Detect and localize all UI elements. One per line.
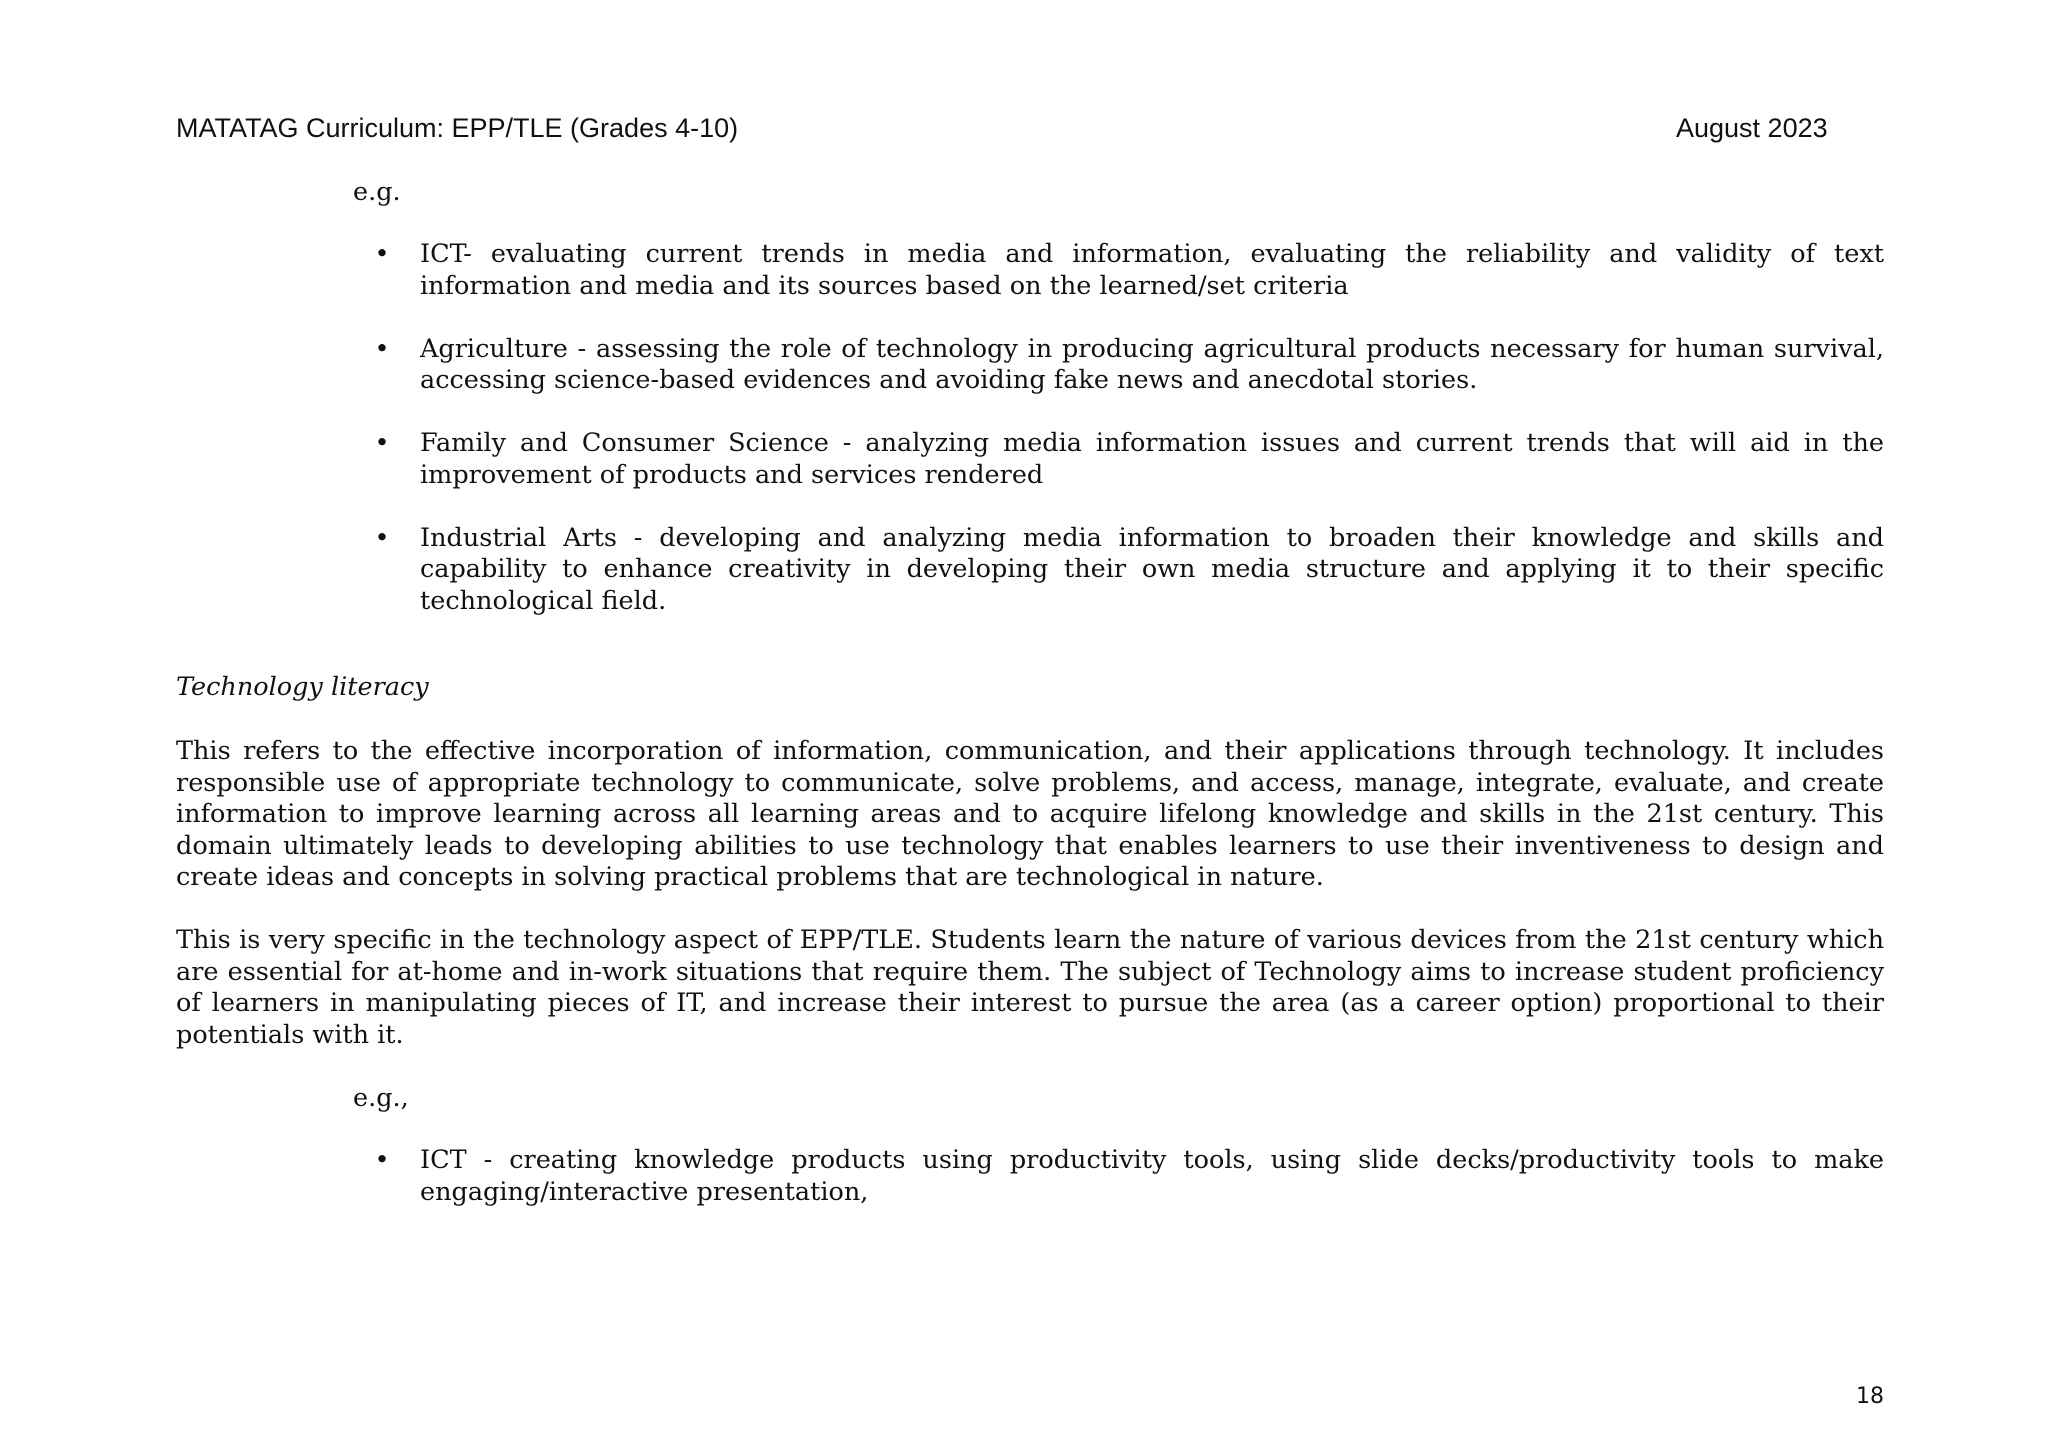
bullet-dot: • — [374, 428, 390, 458]
header-title: MATATAG Curriculum: EPP/TLE (Grades 4-10) — [176, 113, 739, 143]
bullet-text: Family and Consumer Science - analyzing media information issues and current trends that will aid in the improvement of products and services rendered — [420, 428, 1884, 490]
bullet-dot: • — [374, 333, 390, 364]
list-item — [372, 239, 1884, 302]
body-paragraph: This is very specific in the technology aspect of EPP/TLE. Students learn the nature of various devices from the 21st century which are essential for at-home and in-work situations that require them. The subject of Technology aims to increase student proficiency of learners in manipulating pieces of IT, and increase their interest to pursue the area (as a career option) proportional to their potentials with it. — [176, 925, 1884, 1050]
bullet-dot: • — [374, 1145, 390, 1175]
bullet-text: ICT - creating knowledge products using productivity tools, using slide decks/productivity tools to make engaging/interactive presentation, — [420, 1145, 1884, 1207]
header-date: August 2023 — [1676, 113, 1828, 143]
list-item — [372, 523, 1884, 618]
list-item — [372, 334, 1884, 397]
list-item — [372, 428, 1884, 491]
example-label: e.g. — [353, 177, 401, 207]
example-bullet-list — [372, 1145, 1884, 1208]
example-bullet-list — [372, 239, 1884, 617]
page-number: 18 — [1856, 1384, 1884, 1409]
section-heading: Technology literacy — [176, 672, 429, 702]
bullet-dot: • — [374, 239, 390, 269]
bullet-text: ICT- evaluating current trends in media and information, evaluating the reliability and validity of text information and media and its sources based on the learned/set criteria — [420, 239, 1884, 301]
bullet-text: Agriculture - assessing the role of technology in producing agricultural products necessary for human survival, accessing science-based evidences and avoiding fake news and anecdotal stories. — [420, 333, 1884, 395]
bullet-text: Industrial Arts - developing and analyzing media information to broaden their knowledge and skills and capability to enhance creativity in developing their own media structure and applying it to their specific technological field. — [420, 522, 1884, 616]
body-paragraph: This refers to the effective incorporation of information, communication, and their applications through technology. It includes responsible use of appropriate technology to communicate, solve problems, and access, manage, integrate, evaluate, and create information to improve learning across all learning areas and to acquire lifelong knowledge and skills in the 21st century. This domain ultimately leads to developing abilities to use technology that enables learners to use their inventiveness to design and create ideas and concepts in solving practical problems that are technological in nature. — [176, 736, 1884, 892]
list-item — [372, 1145, 1884, 1208]
bullet-dot: • — [374, 522, 390, 553]
example-label: e.g., — [353, 1083, 409, 1113]
